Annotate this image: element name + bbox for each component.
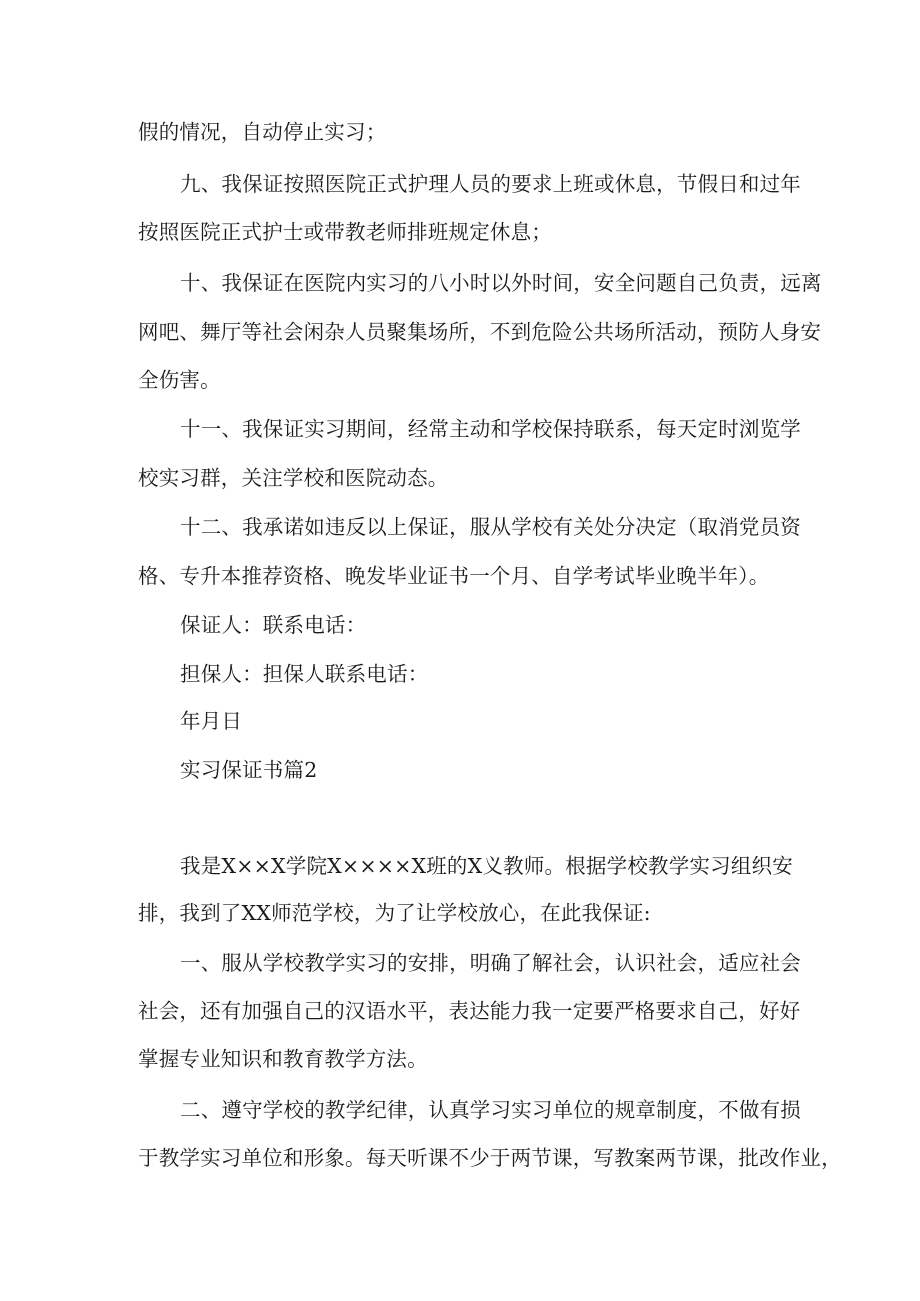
sponsor-line: 担保人：担保人联系电话： (180, 662, 429, 686)
item-two-line-2: 于教学实习单位和形象。每天听课不少于两节课，写教案两节课，批改作业， (138, 1146, 842, 1170)
paragraph-ten-line-1: 十、我保证在医院内实习的八小时以外时间，安全问题自己负责，远离 (180, 271, 822, 295)
paragraph-nine-line-2: 按照医院正式护士或带教老师排班规定休息； (138, 220, 552, 244)
item-two-line-1: 二、遵守学校的教学纪律，认真学习实习单位的规章制度，不做有损 (180, 1098, 801, 1122)
intro-line-1: 我是X××X学院X××××X班的X义教师。根据学校教学实习组织安 (180, 854, 793, 878)
paragraph-twelve-line-2: 格、专升本推荐资格、晚发毕业证书一个月、自学考试毕业晚半年）。 (138, 564, 770, 588)
paragraph-eleven-line-2: 校实习群，关注学校和医院动态。 (138, 466, 449, 490)
paragraph-ten-line-2: 网吧、舞厅等社会闲杂人员聚集场所，不到危险公共场所活动，预防人身安 (138, 320, 822, 344)
section-heading: 实习保证书篇2 (180, 758, 318, 782)
paragraph-eleven-line-1: 十一、我保证实习期间，经常主动和学校保持联系，每天定时浏览学 (180, 417, 801, 441)
item-one-line-3: 掌握专业知识和教育教学方法。 (138, 1047, 428, 1071)
text-line: 假的情况，自动停止实习； (138, 120, 387, 144)
paragraph-twelve-line-1: 十二、我承诺如违反以上保证，服从学校有关处分决定（取消党员资 (180, 515, 801, 539)
item-one-line-1: 一、服从学校教学实习的安排，明确了解社会，认识社会，适应社会 (180, 951, 801, 975)
date-line: 年月日 (180, 709, 243, 733)
paragraph-ten-line-3: 全伤害。 (138, 368, 221, 392)
guarantor-line: 保证人：联系电话： (180, 613, 367, 637)
paragraph-nine-line-1: 九、我保证按照医院正式护理人员的要求上班或休息，节假日和过年 (180, 172, 801, 196)
intro-line-2: 排，我到了XX师范学校，为了让学校放心，在此我保证: (138, 901, 651, 925)
item-one-line-2: 社会，还有加强自己的汉语水平，表达能力我一定要严格要求自己，好好 (138, 999, 801, 1023)
